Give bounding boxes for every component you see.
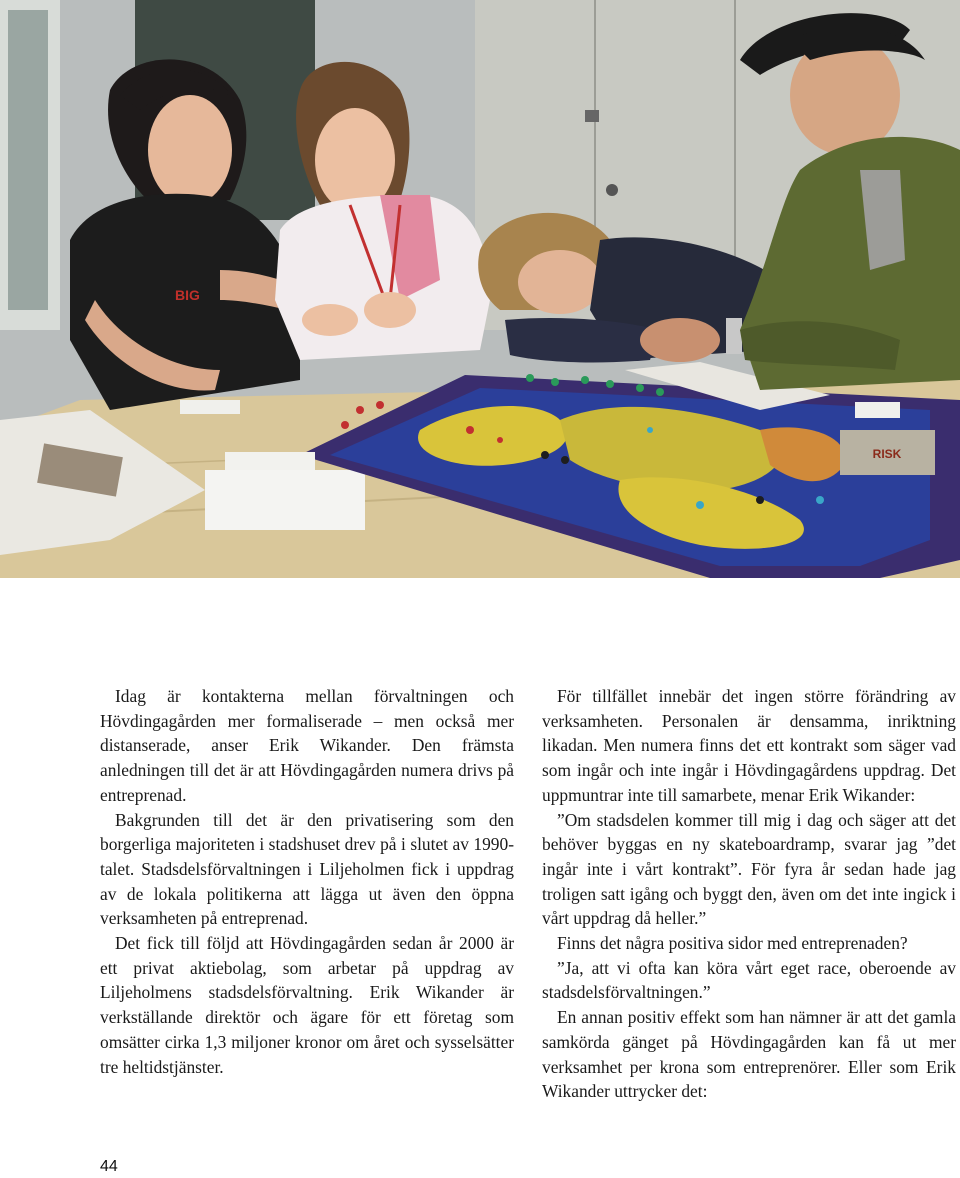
paragraph: Bakgrunden till det är den privatisering som den borgerliga majoriteten i stadshuset drev på i slutet av 1990-talet. Stadsdelsförvaltningen i Liljeholmen fick i uppdrag av de lokala politikerna att lägga ut även den öppna verksamheten på entreprenad.	[100, 809, 514, 929]
card	[180, 400, 240, 414]
question-paragraph: Finns det några positiva sidor med entreprenaden?	[557, 933, 908, 954]
paragraph: Idag är kontakterna mellan förvaltningen och Hövdingagården mer formaliserade – men också mer distanserade, anser Erik Wikander. Den främsta anledningen till det är att Hövdingagården numera drivs på entreprenad.	[100, 686, 514, 805]
paragraph: Det fick till följd att Hövdingagården sedan år 2000 är ett privat aktiebolag, som arbetar på uppdrag av Liljeholmens stadsdelsförvaltning. Erik Wikander är verkställande direktör och ägare för ett företag som omsätter cirka 1,3 miljoner kronor om året och sysselsätter tre heltidstjänster.	[100, 933, 514, 1077]
page-number: 44	[100, 1158, 118, 1175]
paragraph: För tillfället innebär det ingen större förändring av verksamheten. Personalen är densamma, inriktning likadan. Men numera finns det ett kontrakt som säger vad som ingår och inte ingår i Hövdingagårdens uppdrag. Det uppmuntrar inte till samarbete, menar Erik Wikander:	[542, 686, 956, 805]
text-column-left	[100, 684, 514, 1079]
text-column-right	[542, 684, 956, 1104]
board-game-photo-icon	[0, 0, 960, 578]
quote-paragraph: ”Ja, att vi ofta kan köra vårt eget race, oberoende av stadsdelsförvaltningen.”	[542, 957, 956, 1003]
board-logo-text: RISK	[872, 447, 902, 461]
card-box	[205, 470, 365, 530]
photo	[0, 0, 960, 578]
paragraph: En annan positiv effekt som han nämner är att det gamla samkörda gänget på Hövdingagården kan få ut mer verksamhet per krona som entreprenörer. Eller som Erik Wikander uttrycker det:	[542, 1007, 956, 1102]
svg-text:BIG: BIG	[175, 287, 200, 303]
quote-paragraph: ”Om stadsdelen kommer till mig i dag och säger att det behöver byggas en ny skateboardramp, svarar jag ”det ingår inte i vårt kontrakt”. För fyra år sedan hade jag troligen satt igång och byggt den, även om det inte ingick i vårt uppdrag då heller.”	[542, 809, 956, 929]
